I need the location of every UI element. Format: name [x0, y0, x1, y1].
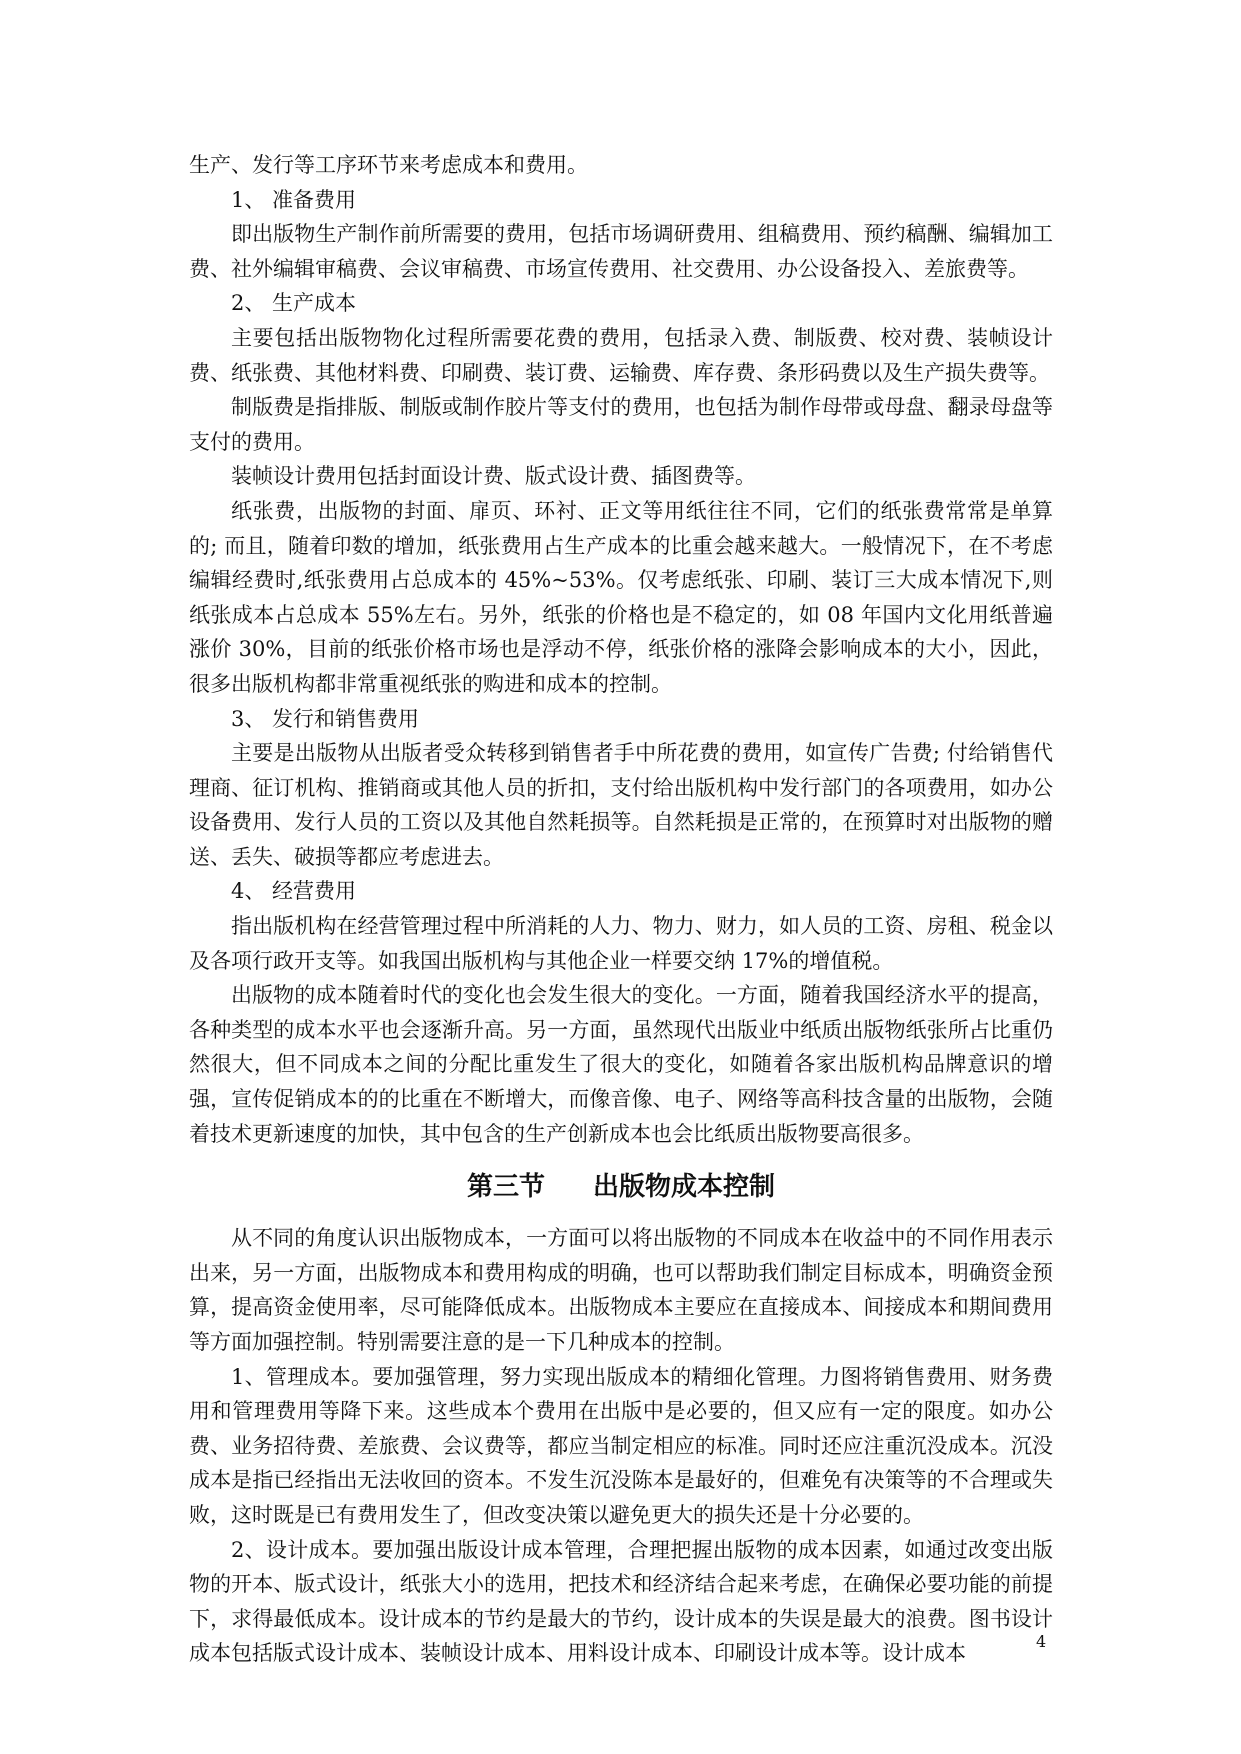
section-number: 第三节 [466, 1172, 545, 1203]
paragraph: 出版物的成本随着时代的变化也会发生很大的变化。一方面，随着我国经济水平的提高，各种类型的成本水平也会逐渐升高。另一方面，虽然现代出版业中纸质出版物纸张所占比重仍然很大，但不同成本之间的分配比重发生了很大的变化，如随着各家出版机构品牌意识的增强，宣传促销成本的的比重在不断增大，而像音像、电子、网络等高科技含量的出版物，会随着技术更新速度的加快，其中包含的生产创新成本也会比纸质出版物要高很多。 [189, 983, 1053, 1146]
page-number: 4 [1036, 1632, 1047, 1651]
subsection-heading: 3、 发行和销售费用 [231, 706, 420, 731]
paragraph: 从不同的角度认识出版物成本，一方面可以将出版物的不同成本在收益中的不同作用表示出来，另一方面，出版物成本和费用构成的明确，也可以帮助我们制定目标成本，明确资金预算，提高资金使用率，尽可能降低成本。出版物成本主要应在直接成本、间接成本和期间费用等方面加强控制。特别需要注意的是一下几种成本的控制。 [189, 1226, 1053, 1354]
body-text-block-2 [189, 1221, 1053, 1671]
page-body [189, 148, 1053, 1671]
paragraph: 1、管理成本。要加强管理，努力实现出版成本的精细化管理。力图将销售费用、财务费用和管理费用等降下来。这些成本个费用在出版中是必要的，但又应有一定的限度。如办公费、业务招待费、差旅费、会议费等，都应当制定相应的标准。同时还应注重沉没成本。沉没成本是指已经指出无法收回的资本。不发生沉没陈本是最好的，但难免有决策等的不合理或失败，这时既是已有费用发生了，但改变决策以避免更大的损失还是十分必要的。 [189, 1364, 1053, 1527]
paragraph: 装帧设计费用包括封面设计费、版式设计费、插图费等。 [231, 464, 756, 489]
paragraph: 主要是出版物从出版者受众转移到销售者手中所花费的费用，如宣传广告费; 付给销售代理商、征订机构、推销商或其他人员的折扣，支付给出版机构中发行部门的各项费用，如办公设备费用、发行人员的工资以及其他自然耗损等。自然耗损是正常的，在预算时对出版物的赠送、丢失、破损等都应考虑进去。 [189, 741, 1053, 869]
subsection-heading: 1、 准备费用 [231, 187, 357, 212]
paragraph: 指出版机构在经营管理过程中所消耗的人力、物力、财力，如人员的工资、房租、税金以及各项行政开支等。如我国出版机构与其他企业一样要交纳 17%的增值税。 [189, 914, 1053, 973]
subsection-heading: 2、 生产成本 [231, 291, 357, 316]
paragraph: 生产、发行等工序环节来考虑成本和费用。 [189, 153, 588, 177]
paragraph: 2、设计成本。要加强出版设计成本管理，合理把握出版物的成本因素，如通过改变出版物的开本、版式设计，纸张大小的选用，把技术和经济结合起来考虑，在确保必要功能的前提下，求得最低成本。设计成本的节约是最大的节约，设计成本的失误是最大的浪费。图书设计成本包括版式设计成本、装帧设计成本、用料设计成本、印刷设计成本等。设计成本 [189, 1537, 1053, 1666]
section-title: 出版物成本控制 [593, 1172, 776, 1203]
paragraph: 纸张费，出版物的封面、扉页、环衬、正文等用纸往往不同，它们的纸张费常常是单算的; 而且，随着印数的增加，纸张费用占生产成本的比重会越来越大。一般情况下，在不考虑编辑经费时,纸张费用占总成本的 45%~53%。仅考虑纸张、印刷、装订三大成本情况下,则纸张成本占总成本 55%左右。另外，纸张的价格也是不稳定的，如 08 年国内文化用纸普遍涨价 30%，目前的纸张价格市场也是浮动不停，纸张价格的涨降会影响成本的大小，因此，很多出版机构都非常重视纸张的购进和成本的控制。 [189, 498, 1053, 696]
paragraph: 主要包括出版物物化过程所需要花费的费用，包括录入费、制版费、校对费、装帧设计费、纸张费、其他材料费、印刷费、装订费、运输费、库存费、条形码费以及生产损失费等。 [189, 325, 1053, 385]
paragraph: 即出版物生产制作前所需要的费用，包括市场调研费用、组稿费用、预约稿酬、编辑加工费、社外编辑审稿费、会议审稿费、市场宣传费用、社交费用、办公设备投入、差旅费等。 [189, 222, 1053, 281]
paragraph: 制版费是指排版、制版或制作胶片等支付的费用，也包括为制作母带或母盘、翻录母盘等支付的费用。 [189, 395, 1053, 454]
body-text-block-1 [189, 148, 1053, 1151]
subsection-heading: 4、 经营费用 [231, 879, 357, 904]
section-heading [189, 1167, 1053, 1207]
